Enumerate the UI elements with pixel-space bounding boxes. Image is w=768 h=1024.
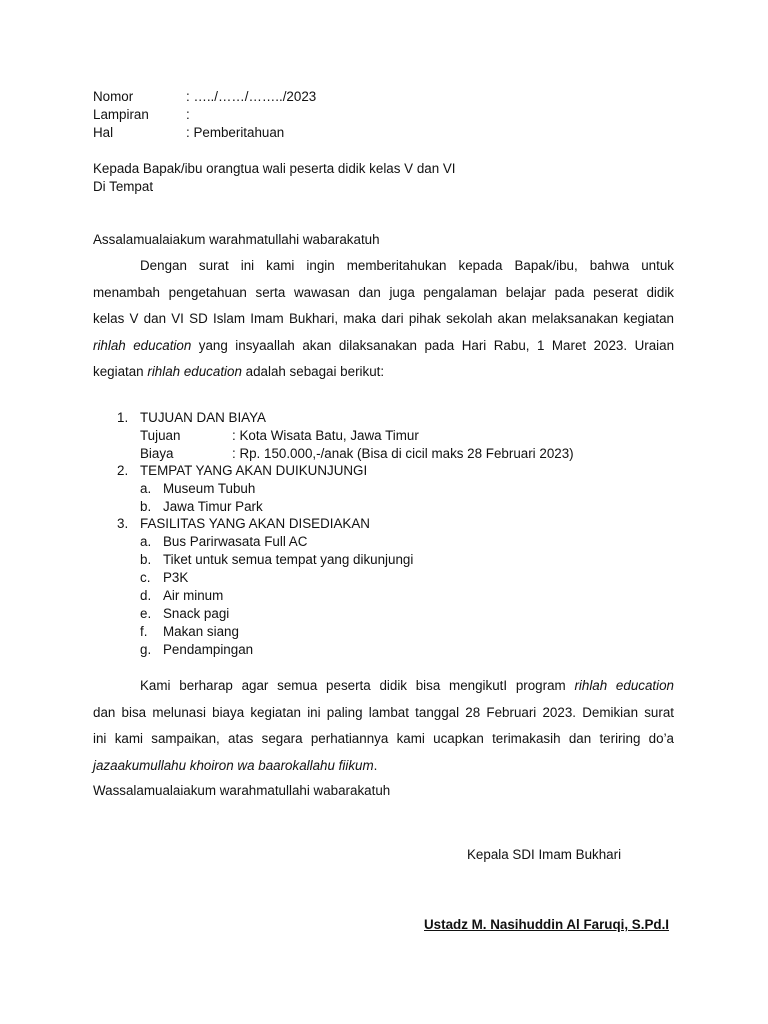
section-number: 1. [117,410,129,425]
nomor-label: Nomor [93,89,134,104]
list-item: P3K [163,570,189,585]
signatory-name: Ustadz M. Nasihuddin Al Faruqi, S.Pd.I [424,917,670,932]
closing-line-3: ini kami sampaikan, atas segara perhatiannya kami ucapkan terimakasih dan teriring do’a [93,731,674,746]
list-marker: b. [140,552,152,567]
intro-line-1: Dengan surat ini kami ingin memberitahukan kepada Bapak/ibu, bahwa untuk [140,258,674,273]
closing-line-4 [93,757,377,775]
nomor-value: : …../……/……../2023 [186,89,317,104]
closing-line-1 [140,677,674,695]
section-title: TEMPAT YANG AKAN DUIKUNJUNGI [140,463,368,478]
tujuan-value: : Kota Wisata Batu, Jawa Timur [232,428,419,443]
lampiran-label: Lampiran [93,107,149,122]
addressee-line: Kepada Bapak/ibu orangtua wali peserta didik kelas V dan VI [93,161,456,176]
list-marker: b. [140,499,152,514]
closing-italic-term: rihlah education [574,678,674,693]
intro-line-3: kelas V dan VI SD Islam Imam Bukhari, maka dari pihak sekolah akan melaksanakan kegiatan [93,311,674,326]
list-marker: g. [140,642,152,657]
list-marker: c. [140,570,151,585]
list-marker: a. [140,481,152,496]
section-title: FASILITAS YANG AKAN DISEDIAKAN [140,516,370,531]
intro-line-5-italic: rihlah education [147,364,242,379]
intro-line-5-end: adalah sebagai berikut: [241,364,385,379]
list-marker: a. [140,534,152,549]
list-item: Museum Tubuh [163,481,256,496]
greeting: Assalamualaiakum warahmatullahi wabarakatuh [93,232,380,247]
hal-label: Hal [93,125,114,140]
intro-italic-term: rihlah education [93,338,192,353]
list-item: Pendampingan [163,642,254,657]
biaya-label: Biaya [140,446,174,461]
section-number: 3. [117,516,129,531]
closing-prayer: jazaakumullahu khoiron wa baarokallahu fiikum [93,758,374,773]
list-item: Jawa Timur Park [163,499,263,514]
lampiran-value: : [186,107,190,122]
list-item: Bus Parirwasata Full AC [163,534,308,549]
list-marker: e. [140,606,152,621]
intro-line-5 [93,363,384,381]
intro-line-4-text: yang insyaallah akan dilaksanakan pada Hari Rabu, 1 Maret 2023. Uraian [191,338,675,353]
intro-line-5-start: kegiatan [93,364,148,379]
tujuan-label: Tujuan [140,428,181,443]
list-marker: d. [140,588,152,603]
list-item: Makan siang [163,624,239,639]
farewell: Wassalamualaiakum warahmatullahi wabarakatuh [93,783,391,798]
list-marker: f. [140,624,148,639]
closing-period: . [373,758,378,773]
list-item: Snack pagi [163,606,230,621]
list-item: Tiket untuk semua tempat yang dikunjungi [163,552,414,567]
intro-line-4 [93,337,674,355]
section-title: TUJUAN DAN BIAYA [140,410,266,425]
biaya-value: : Rp. 150.000,-/anak (Bisa di cicil maks 28 Februari 2023) [232,446,574,461]
hal-value: : Pemberitahuan [186,125,285,140]
intro-line-2: menambah pengetahuan serta wawasan dan juga pengalaman belajar pada peserat didik [93,285,674,300]
addressee-place: Di Tempat [93,179,154,194]
closing-line-1-text: Kami berharap agar semua peserta didik bisa mengikutI program [140,678,575,693]
section-number: 2. [117,463,129,478]
closing-line-2: dan bisa melunasi biaya kegiatan ini paling lambat tanggal 28 Februari 2023. Demikian surat [93,705,674,720]
signatory-position: Kepala SDI Imam Bukhari [467,847,622,862]
list-item: Air minum [163,588,224,603]
